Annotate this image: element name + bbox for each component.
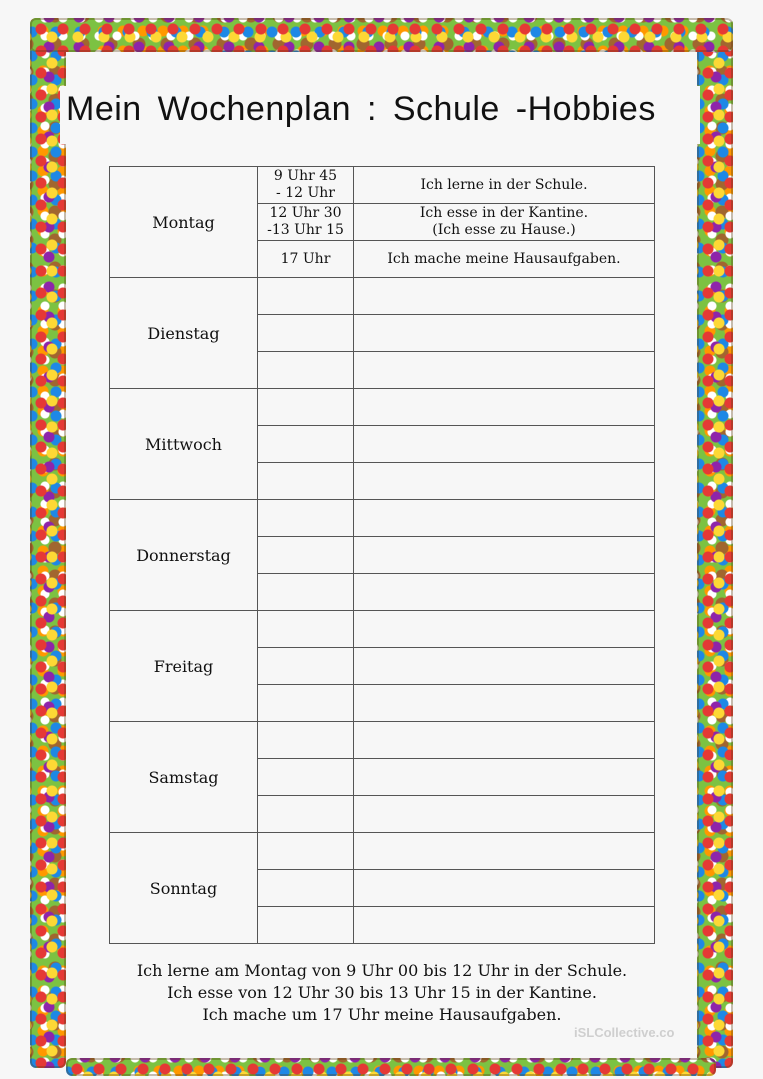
activity-cell[interactable] bbox=[354, 352, 655, 389]
activity-cell[interactable]: Ich lerne in der Schule. bbox=[354, 167, 655, 204]
example-sentence: Ich lerne am Montag von 9 Uhr 00 bis 12 Uhr in der Schule. bbox=[136, 961, 628, 980]
time-cell[interactable] bbox=[258, 315, 354, 352]
time-cell[interactable] bbox=[258, 722, 354, 759]
activity-cell[interactable] bbox=[354, 833, 655, 870]
activity-cell[interactable] bbox=[354, 315, 655, 352]
activity-cell[interactable] bbox=[354, 907, 655, 944]
time-cell[interactable] bbox=[258, 833, 354, 870]
activity-cell[interactable] bbox=[354, 685, 655, 722]
day-cell: Samstag bbox=[110, 722, 258, 833]
day-cell: Donnerstag bbox=[110, 500, 258, 611]
activity-cell[interactable] bbox=[354, 426, 655, 463]
activity-cell[interactable] bbox=[354, 500, 655, 537]
day-cell: Freitag bbox=[110, 611, 258, 722]
activity-cell[interactable] bbox=[354, 537, 655, 574]
table-row bbox=[110, 722, 655, 759]
time-cell[interactable] bbox=[258, 685, 354, 722]
activity-cell[interactable] bbox=[354, 722, 655, 759]
activity-cell[interactable] bbox=[354, 759, 655, 796]
example-sentence: Ich esse von 12 Uhr 30 bis 13 Uhr 15 in der Kantine. bbox=[167, 983, 597, 1002]
table-row bbox=[110, 167, 655, 204]
weekly-plan-table bbox=[109, 166, 655, 944]
time-cell[interactable]: 9 Uhr 45 - 12 Uhr bbox=[258, 167, 354, 204]
example-sentence: Ich mache um 17 Uhr meine Hausaufgaben. bbox=[202, 1005, 562, 1024]
ball-border-bottom bbox=[66, 1058, 716, 1076]
time-cell[interactable] bbox=[258, 426, 354, 463]
time-cell[interactable] bbox=[258, 500, 354, 537]
time-cell[interactable] bbox=[258, 870, 354, 907]
time-cell[interactable] bbox=[258, 537, 354, 574]
day-cell: Mittwoch bbox=[110, 389, 258, 500]
time-cell[interactable] bbox=[258, 648, 354, 685]
activity-cell[interactable]: Ich esse in der Kantine. (Ich esse zu Hause.) bbox=[354, 204, 655, 241]
time-cell[interactable] bbox=[258, 352, 354, 389]
time-cell[interactable] bbox=[258, 574, 354, 611]
page-title: Mein Wochenplan : Schule -Hobbies bbox=[66, 90, 656, 128]
time-cell[interactable] bbox=[258, 389, 354, 426]
watermark: iSLCollective.co bbox=[574, 1025, 675, 1040]
table-row bbox=[110, 611, 655, 648]
time-cell[interactable] bbox=[258, 611, 354, 648]
time-cell[interactable] bbox=[258, 463, 354, 500]
time-cell[interactable] bbox=[258, 907, 354, 944]
example-sentences bbox=[109, 960, 655, 1026]
ball-border-left bbox=[30, 18, 66, 1068]
table-row bbox=[110, 500, 655, 537]
activity-cell[interactable] bbox=[354, 463, 655, 500]
day-cell: Dienstag bbox=[110, 278, 258, 389]
time-cell[interactable] bbox=[258, 278, 354, 315]
table-row bbox=[110, 278, 655, 315]
table-row bbox=[110, 833, 655, 870]
activity-cell[interactable] bbox=[354, 611, 655, 648]
activity-cell[interactable] bbox=[354, 648, 655, 685]
activity-cell[interactable] bbox=[354, 796, 655, 833]
activity-cell[interactable] bbox=[354, 870, 655, 907]
ball-border-top bbox=[30, 18, 733, 52]
activity-cell[interactable] bbox=[354, 389, 655, 426]
activity-cell[interactable] bbox=[354, 278, 655, 315]
day-cell: Sonntag bbox=[110, 833, 258, 944]
time-cell[interactable]: 12 Uhr 30 -13 Uhr 15 bbox=[258, 204, 354, 241]
day-cell: Montag bbox=[110, 167, 258, 278]
time-cell[interactable] bbox=[258, 796, 354, 833]
activity-cell[interactable] bbox=[354, 574, 655, 611]
time-cell[interactable] bbox=[258, 759, 354, 796]
activity-cell[interactable]: Ich mache meine Hausaufgaben. bbox=[354, 241, 655, 278]
table-row bbox=[110, 389, 655, 426]
ball-border-right bbox=[697, 18, 733, 1068]
time-cell[interactable]: 17 Uhr bbox=[258, 241, 354, 278]
